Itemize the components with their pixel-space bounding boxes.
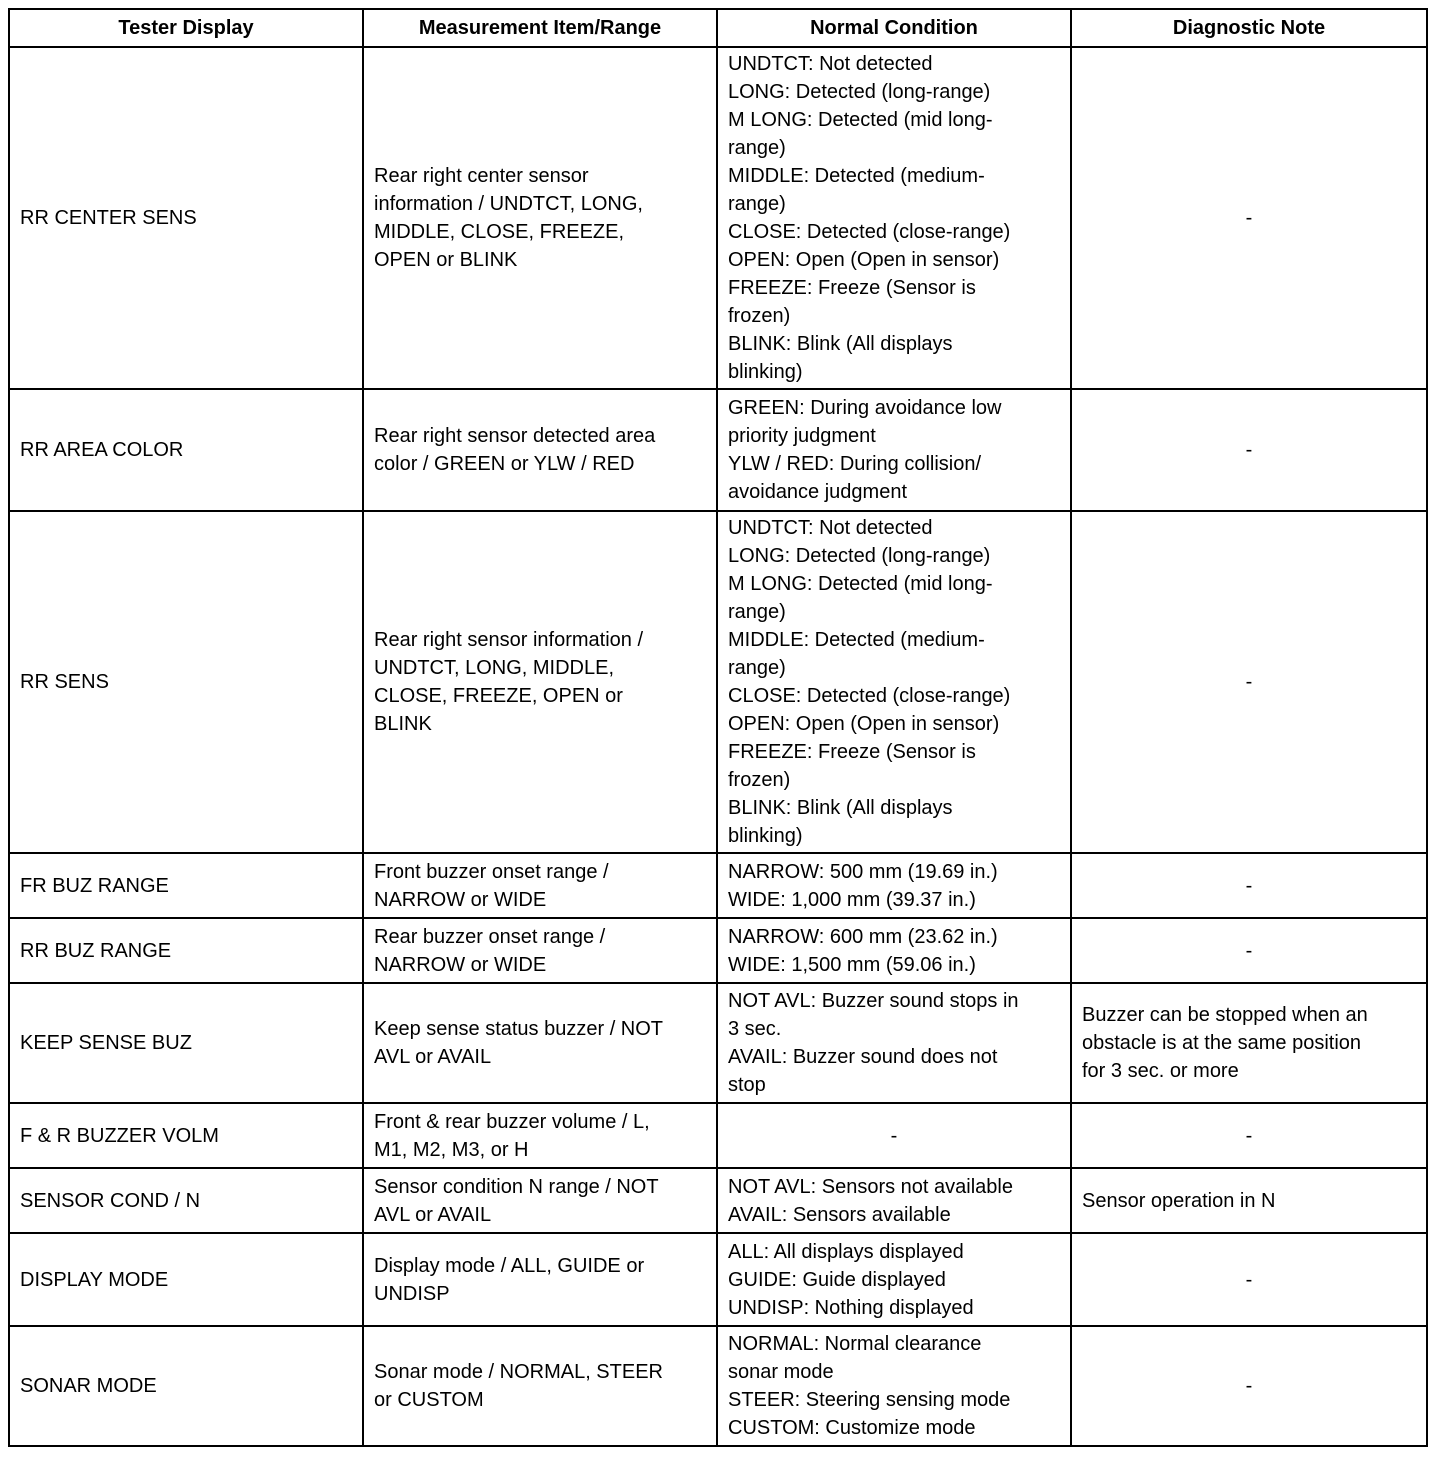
- cell-text-line: Rear right sensor detected area: [374, 425, 656, 447]
- cell-text-line: NARROW or WIDE: [374, 888, 547, 911]
- table-row: [9, 1103, 1427, 1168]
- cell-text-line: -: [890, 1124, 898, 1147]
- cell-text-line: frozen): [728, 305, 791, 327]
- cell-text-line: obstacle is at the same position: [1082, 1032, 1362, 1054]
- cell-measurement-item: [363, 1103, 717, 1168]
- table-row: [9, 1233, 1427, 1326]
- cell-text-line: CLOSE, FREEZE, OPEN or: [374, 685, 623, 707]
- cell-text-line: NOT AVL: Buzzer sound stops in: [728, 990, 1019, 1012]
- cell-normal-condition: [717, 1233, 1071, 1326]
- cell-text-line: Buzzer can be stopped when an: [1082, 1004, 1368, 1026]
- cell-text-line: stop: [728, 1074, 766, 1096]
- cell-text-line: -: [1245, 207, 1253, 229]
- cell-diagnostic-note: [1071, 918, 1427, 983]
- cell-text-line: color / GREEN or YLW / RED: [374, 453, 635, 475]
- cell-text-line: Keep sense status buzzer / NOT: [374, 1018, 664, 1040]
- cell-text-line: 3 sec.: [728, 1018, 782, 1040]
- cell-measurement-item: [363, 1326, 717, 1446]
- cell-text-line: Rear right center sensor: [374, 165, 589, 187]
- cell-normal-condition: [717, 983, 1071, 1103]
- cell-tester-display: RR CENTER SENS: [9, 47, 363, 389]
- cell-measurement-item: [363, 853, 717, 918]
- cell-tester-display: RR SENS: [9, 511, 363, 853]
- cell-normal-condition: [717, 389, 1071, 511]
- cell-text-line: Sensor condition N range / NOT: [374, 1175, 659, 1198]
- cell-text-line: range): [728, 137, 786, 159]
- cell-text-line: -: [1245, 939, 1253, 962]
- cell-text-line: -: [1245, 1375, 1253, 1397]
- cell-text-line: LONG: Detected (long-range): [728, 545, 991, 567]
- cell-text-line: Front buzzer onset range /: [374, 860, 609, 883]
- cell-text-line: M1, M2, M3, or H: [374, 1138, 529, 1161]
- cell-tester-display: F & R BUZZER VOLM: [9, 1103, 363, 1168]
- cell-text-line: MIDDLE: Detected (medium-: [728, 629, 985, 651]
- cell-text-line: blinking): [728, 361, 803, 383]
- cell-tester-display: KEEP SENSE BUZ: [9, 983, 363, 1103]
- cell-text-line: NARROW: 600 mm (23.62 in.): [728, 925, 998, 948]
- cell-text-line: UNDISP: Nothing displayed: [728, 1296, 974, 1319]
- cell-tester-display: RR AREA COLOR: [9, 389, 363, 511]
- cell-text-line: Sensor operation in N: [1082, 1189, 1276, 1212]
- cell-measurement-item: [363, 511, 717, 853]
- cell-text-line: for 3 sec. or more: [1082, 1060, 1239, 1082]
- cell-text-line: GUIDE: Guide displayed: [728, 1268, 946, 1291]
- diagnostic-table-container: [8, 8, 1428, 1447]
- cell-measurement-item: [363, 1233, 717, 1326]
- cell-text-line: CLOSE: Detected (close-range): [728, 221, 1011, 243]
- cell-measurement-item: [363, 1168, 717, 1233]
- table-row: [9, 511, 1427, 853]
- cell-tester-display: RR BUZ RANGE: [9, 918, 363, 983]
- table-header-row: [9, 9, 1427, 47]
- cell-text-line: information / UNDTCT, LONG,: [374, 193, 643, 215]
- cell-normal-condition: [717, 918, 1071, 983]
- cell-normal-condition: [717, 853, 1071, 918]
- table-row: [9, 983, 1427, 1103]
- cell-text-line: priority judgment: [728, 425, 876, 447]
- table-row: [9, 389, 1427, 511]
- cell-text-line: range): [728, 193, 786, 215]
- cell-diagnostic-note: [1071, 853, 1427, 918]
- cell-text-line: MIDDLE: Detected (medium-: [728, 165, 985, 187]
- header-measurement-item: Measurement Item/Range: [363, 9, 717, 47]
- cell-text-line: -: [1245, 671, 1253, 693]
- table-row: [9, 918, 1427, 983]
- cell-text-line: AVL or AVAIL: [374, 1203, 492, 1226]
- cell-measurement-item: [363, 918, 717, 983]
- cell-diagnostic-note: [1071, 1233, 1427, 1326]
- cell-text-line: -: [1245, 1268, 1253, 1291]
- cell-diagnostic-note: [1071, 1168, 1427, 1233]
- cell-tester-display: SONAR MODE: [9, 1326, 363, 1446]
- cell-text-line: avoidance judgment: [728, 481, 908, 503]
- cell-text-line: -: [1245, 1124, 1253, 1147]
- cell-tester-display: SENSOR COND / N: [9, 1168, 363, 1233]
- cell-text-line: M LONG: Detected (mid long-: [728, 573, 993, 595]
- cell-text-line: YLW / RED: During collision/: [728, 453, 982, 475]
- cell-text-line: BLINK: Blink (All displays: [728, 333, 953, 355]
- cell-text-line: -: [1245, 874, 1253, 897]
- cell-text-line: NORMAL: Normal clearance: [728, 1333, 982, 1355]
- cell-text-line: AVAIL: Sensors available: [728, 1203, 951, 1226]
- cell-text-line: NOT AVL: Sensors not available: [728, 1175, 1013, 1198]
- cell-text-line: Sonar mode / NORMAL, STEER: [374, 1361, 663, 1383]
- cell-text-line: OPEN: Open (Open in sensor): [728, 249, 1000, 271]
- cell-normal-condition: [717, 1326, 1071, 1446]
- cell-diagnostic-note: [1071, 47, 1427, 389]
- cell-text-line: FREEZE: Freeze (Sensor is: [728, 277, 976, 299]
- cell-text-line: NARROW: 500 mm (19.69 in.): [728, 860, 998, 883]
- cell-text-line: Rear right sensor information /: [374, 629, 644, 651]
- cell-normal-condition: [717, 1103, 1071, 1168]
- cell-text-line: M LONG: Detected (mid long-: [728, 109, 993, 131]
- cell-text-line: AVAIL: Buzzer sound does not: [728, 1046, 998, 1068]
- cell-diagnostic-note: [1071, 983, 1427, 1103]
- cell-text-line: CLOSE: Detected (close-range): [728, 685, 1011, 707]
- cell-text-line: or CUSTOM: [374, 1389, 484, 1411]
- cell-text-line: OPEN: Open (Open in sensor): [728, 713, 1000, 735]
- cell-text-line: NARROW or WIDE: [374, 953, 547, 976]
- header-diagnostic-note: Diagnostic Note: [1071, 9, 1427, 47]
- cell-normal-condition: [717, 511, 1071, 853]
- table-row: [9, 1168, 1427, 1233]
- table-row: [9, 853, 1427, 918]
- cell-text-line: WIDE: 1,000 mm (39.37 in.): [728, 888, 976, 911]
- cell-text-line: LONG: Detected (long-range): [728, 81, 991, 103]
- cell-text-line: CUSTOM: Customize mode: [728, 1417, 976, 1439]
- cell-normal-condition: [717, 47, 1071, 389]
- cell-text-line: blinking): [728, 825, 803, 847]
- cell-text-line: Rear buzzer onset range /: [374, 925, 606, 948]
- cell-text-line: UNDTCT: Not detected: [728, 53, 933, 75]
- cell-text-line: FREEZE: Freeze (Sensor is: [728, 741, 976, 763]
- cell-measurement-item: [363, 983, 717, 1103]
- cell-diagnostic-note: [1071, 1326, 1427, 1446]
- cell-text-line: Display mode / ALL, GUIDE or: [374, 1254, 645, 1277]
- cell-text-line: range): [728, 657, 786, 679]
- cell-text-line: sonar mode: [728, 1361, 834, 1383]
- cell-text-line: GREEN: During avoidance low: [728, 397, 1002, 419]
- cell-text-line: frozen): [728, 769, 791, 791]
- cell-text-line: STEER: Steering sensing mode: [728, 1389, 1011, 1411]
- header-tester-display: Tester Display: [9, 9, 363, 47]
- cell-tester-display: FR BUZ RANGE: [9, 853, 363, 918]
- cell-text-line: BLINK: Blink (All displays: [728, 797, 953, 819]
- cell-text-line: ALL: All displays displayed: [728, 1240, 964, 1263]
- cell-normal-condition: [717, 1168, 1071, 1233]
- cell-diagnostic-note: [1071, 389, 1427, 511]
- cell-diagnostic-note: [1071, 1103, 1427, 1168]
- cell-text-line: range): [728, 601, 786, 623]
- cell-tester-display: DISPLAY MODE: [9, 1233, 363, 1326]
- cell-text-line: -: [1245, 439, 1253, 461]
- header-normal-condition: Normal Condition: [717, 9, 1071, 47]
- cell-text-line: UNDTCT, LONG, MIDDLE,: [374, 657, 615, 679]
- cell-text-line: MIDDLE, CLOSE, FREEZE,: [374, 221, 625, 243]
- cell-text-line: UNDTCT: Not detected: [728, 517, 933, 539]
- cell-text-line: Front & rear buzzer volume / L,: [374, 1110, 650, 1133]
- cell-text-line: UNDISP: [374, 1282, 450, 1305]
- cell-text-line: AVL or AVAIL: [374, 1046, 492, 1068]
- cell-text-line: OPEN or BLINK: [374, 249, 518, 271]
- tester-display-table: [8, 8, 1428, 1447]
- cell-text-line: BLINK: [374, 713, 432, 735]
- cell-measurement-item: [363, 389, 717, 511]
- cell-text-line: WIDE: 1,500 mm (59.06 in.): [728, 953, 976, 976]
- cell-diagnostic-note: [1071, 511, 1427, 853]
- cell-measurement-item: [363, 47, 717, 389]
- table-row: [9, 47, 1427, 389]
- table-row: [9, 1326, 1427, 1446]
